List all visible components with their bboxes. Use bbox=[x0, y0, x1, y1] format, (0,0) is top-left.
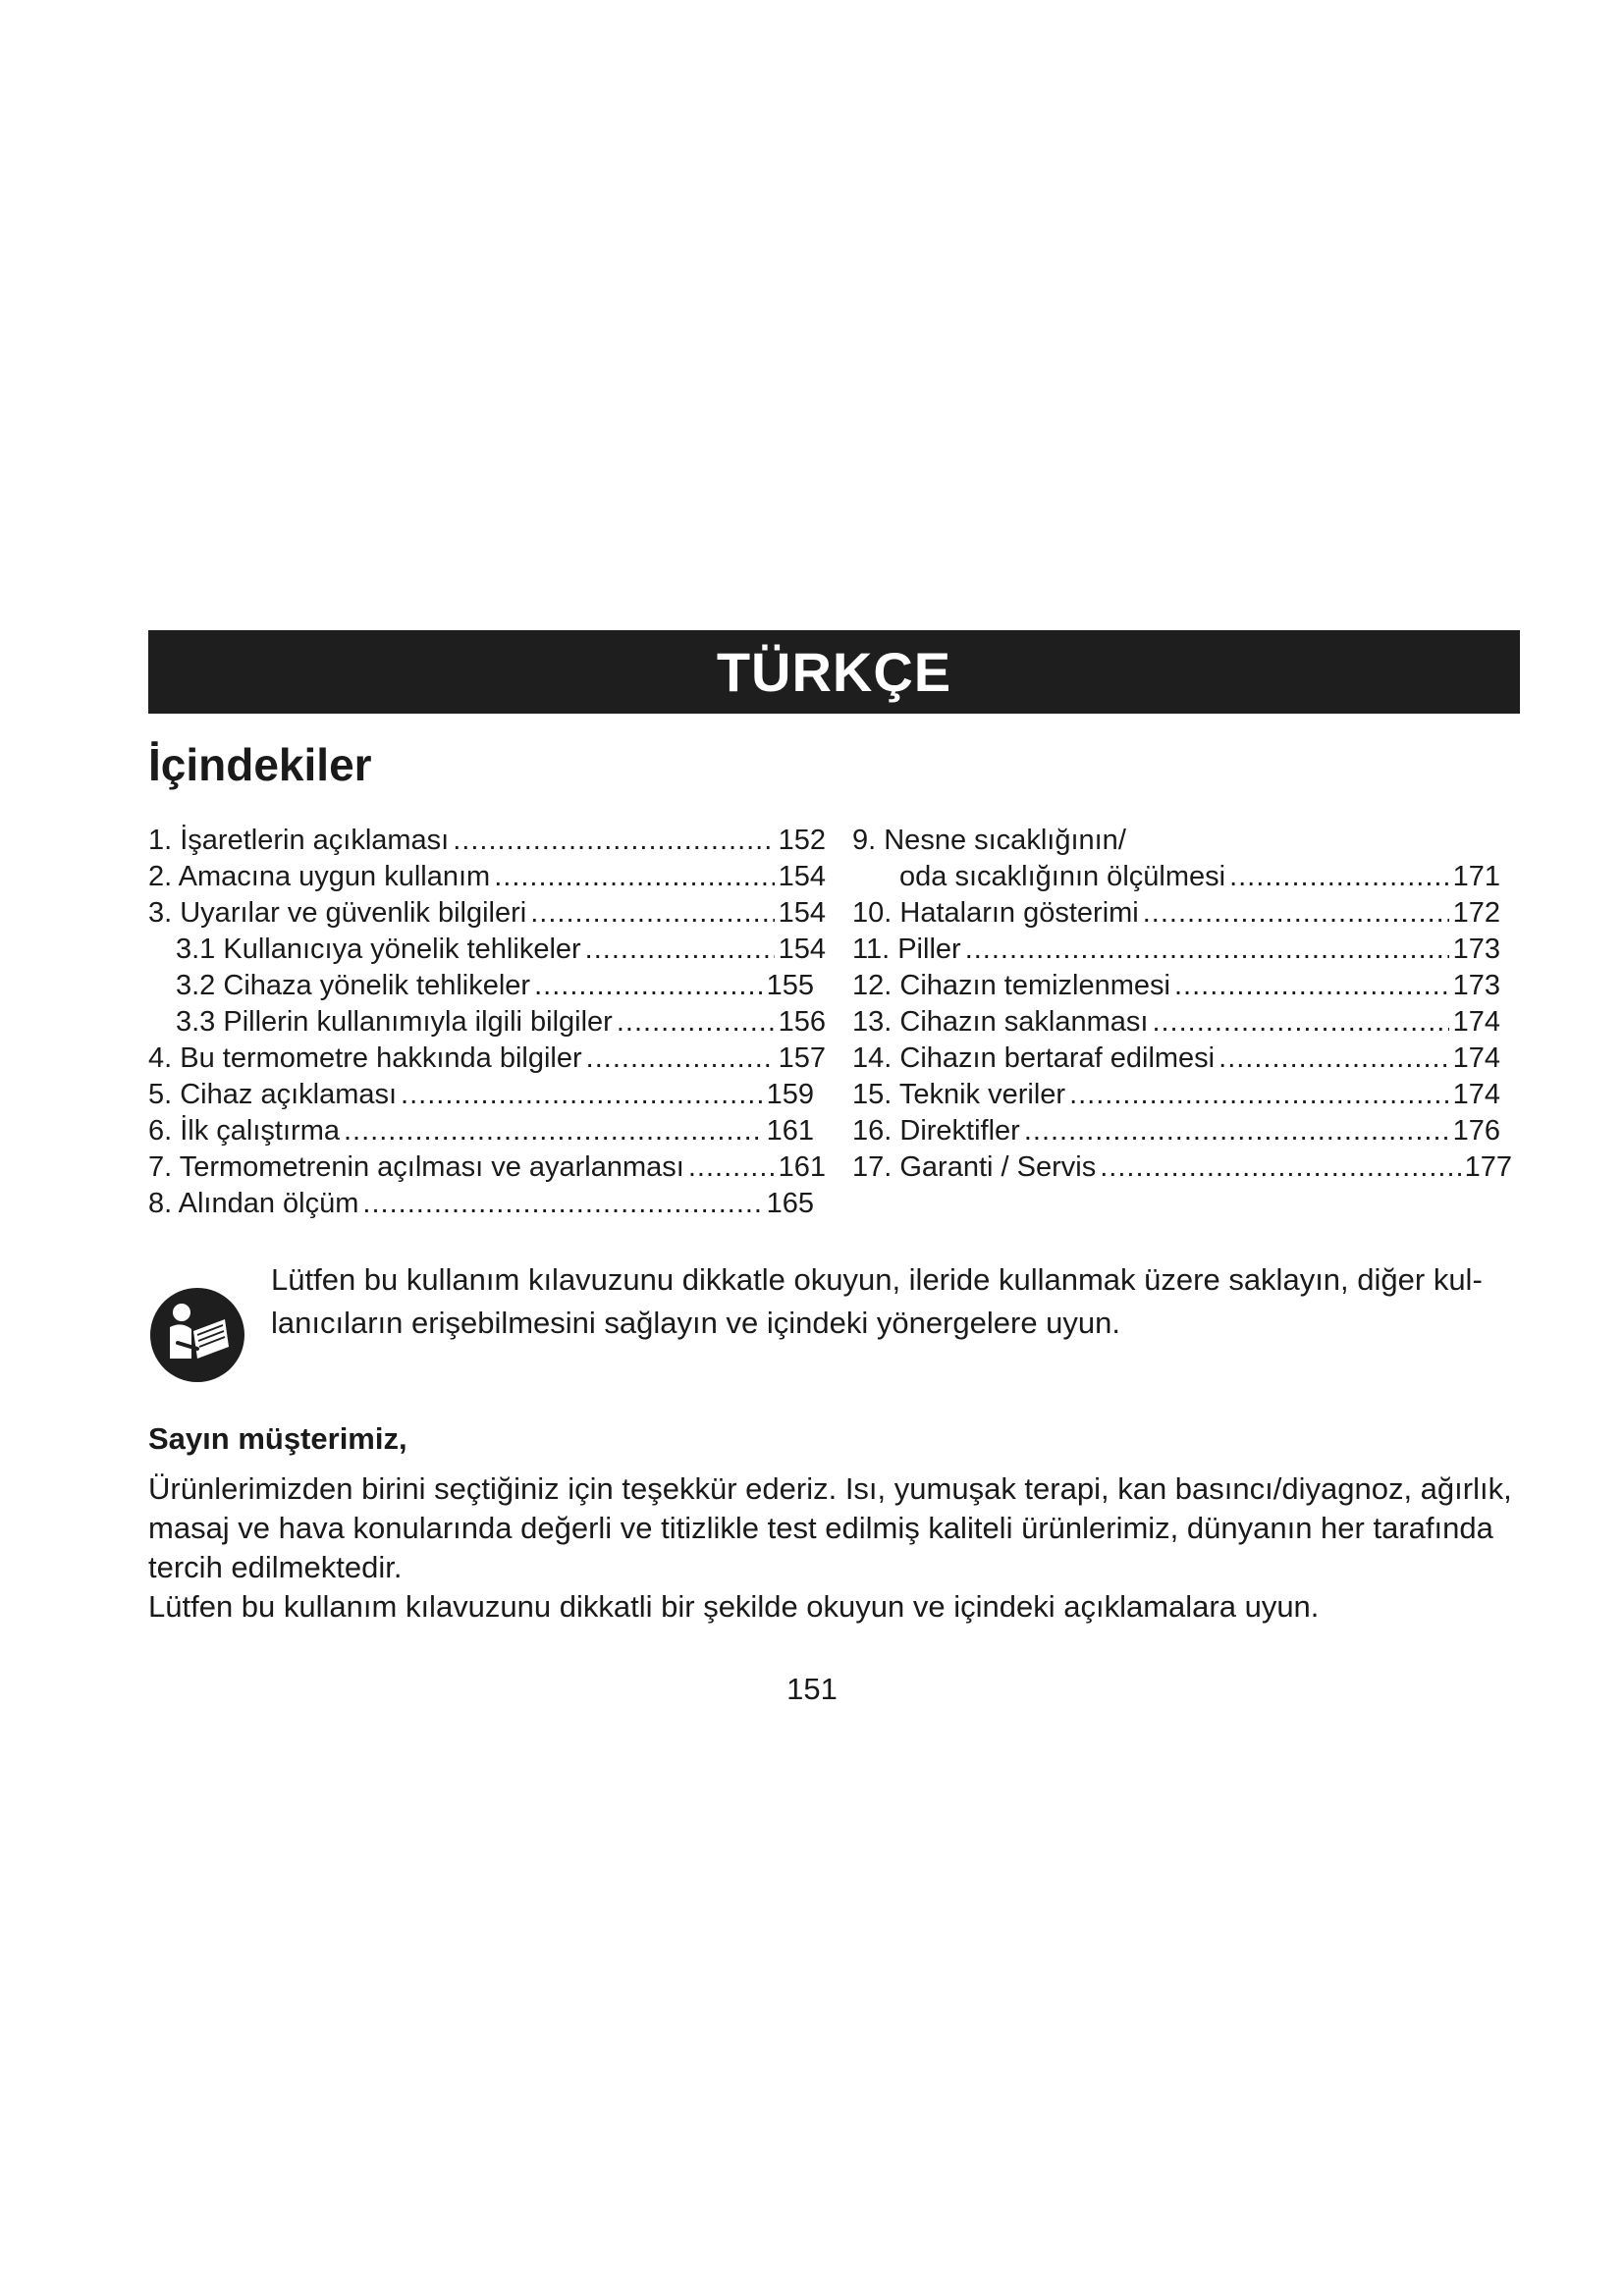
toc-entry[interactable]: 8. Alından ölçüm ..... 165 bbox=[148, 1186, 826, 1222]
language-banner bbox=[148, 630, 1520, 714]
toc-entry[interactable]: 12. Cihazın temizlenmesi ..... 173 bbox=[852, 968, 1530, 1004]
toc-entry[interactable]: 1. İşaretlerin açıklaması ..... 152 bbox=[148, 823, 826, 859]
toc-entry[interactable]: 17. Garanti / Servis ..... 177 bbox=[852, 1149, 1530, 1186]
toc-entry[interactable]: 16. Direktifler ..... 176 bbox=[852, 1113, 1530, 1149]
intro-paragraph: Ürünlerimizden birini seçtiğiniz için teşekkür ederiz. Isı, yumuşak terapi, kan basıncı/diyagnoz, ağırlık, masaj ve hava konularında değerli ve titizlikle test edilmiş kaliteli ürünlerimiz, dünyanın her tarafında tercih edilmektedir. bbox=[148, 1471, 1512, 1584]
toc-entry[interactable]: 2. Amacına uygun kullanım ..... 154 bbox=[148, 859, 826, 895]
toc-entry[interactable]: 4. Bu termometre hakkında bilgiler ..... 157 bbox=[148, 1041, 826, 1077]
banner-title: TÜRKÇE bbox=[716, 641, 952, 703]
toc-entry[interactable]: oda sıcaklığının ölçülmesi ..... 171 bbox=[852, 859, 1530, 895]
toc-entry[interactable]: 3.2 Cihaza yönelik tehlikeler ..... 155 bbox=[148, 968, 826, 1004]
toc-entry[interactable]: 15. Teknik veriler ..... 174 bbox=[852, 1077, 1530, 1113]
toc-entry[interactable]: 3. Uyarılar ve güvenlik bilgileri ..... 154 bbox=[148, 895, 826, 932]
toc-entry[interactable]: 6. İlk çalıştırma ..... 161 bbox=[148, 1113, 826, 1149]
toc-entry[interactable]: 3.3 Pillerin kullanımıyla ilgili bilgiler ..... 156 bbox=[148, 1004, 826, 1041]
toc-entry[interactable]: 7. Termometrenin açılması ve ayarlanması ..... 161 bbox=[148, 1149, 826, 1186]
toc-entry[interactable]: 5. Cihaz açıklaması ..... 159 bbox=[148, 1077, 826, 1113]
toc-title: İçindekiler bbox=[148, 739, 372, 790]
toc-entry[interactable]: 13. Cihazın saklanması ..... 174 bbox=[852, 1004, 1530, 1041]
toc-entry[interactable]: 3.1 Kullanıcıya yönelik tehlikeler ..... 154 bbox=[148, 932, 826, 968]
toc-right-column bbox=[852, 823, 1530, 1186]
toc-entry[interactable]: 14. Cihazın bertaraf edilmesi ..... 174 bbox=[852, 1041, 1530, 1077]
intro-body bbox=[148, 1469, 1523, 1627]
toc-entry[interactable]: 11. Piller ..... 173 bbox=[852, 932, 1530, 968]
notice-text: Lütfen bu kullanım kılavuzunu dikkatle okuyun, ileride kullanmak üzere saklayın, diğer kullanıcıların erişebilmesini sağlayın ve içindeki yönergelere uyun. bbox=[271, 1262, 1483, 1340]
page-number: 151 bbox=[786, 1672, 838, 1706]
greeting-heading: Sayın müşterimiz, bbox=[148, 1421, 407, 1456]
toc-entry[interactable]: 10. Hataların gösterimi ..... 172 bbox=[852, 895, 1530, 932]
read-manual-icon bbox=[148, 1286, 246, 1384]
intro-paragraph: Lütfen bu kullanım kılavuzunu dikkatli bir şekilde okuyun ve içindeki açıklamalara uyun. bbox=[148, 1589, 1320, 1624]
toc-entry[interactable]: 9. Nesne sıcaklığının/ bbox=[852, 825, 1126, 856]
toc-left-column bbox=[148, 823, 826, 1222]
